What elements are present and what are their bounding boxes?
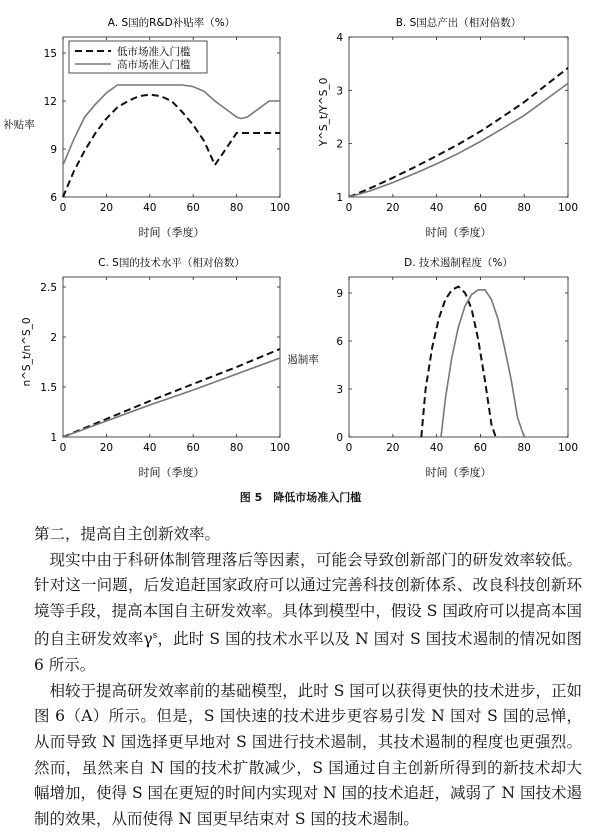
x-axis-label: 时间（季度） xyxy=(138,466,205,479)
paragraph-3: 相较于提高研发效率前的基础模型，此时 S 国可以获得更快的技术进步，正如图 6（A）所示。但是，S 国快速的技术进步更容易引发 N 国对 S 国的忌惮，从而导致 N 国选择更早地对 S 国进行技术遏制，其技术遏制的程度也更强烈。然而，虽然来自 N 国的技术扩散减少，S 国通过自主创新所得到的新技术却大幅增加，使得 S 国在更短的时间内实现对 N 国的技术追赶，减弱了 N 国技术遏制的效果，从而使得 N 国更早结束对 S 国的技术遏制。 xyxy=(34,681,582,828)
y-tick-label: 2 xyxy=(50,332,57,344)
y-tick-label: 4 xyxy=(336,32,343,44)
chart-panel-3 xyxy=(21,256,290,479)
series-line-high-threshold xyxy=(349,83,568,197)
series-line-high-threshold xyxy=(441,290,526,437)
y-tick-label: 9 xyxy=(336,288,343,300)
x-tick-label: 80 xyxy=(229,442,244,454)
chart-panel-4 xyxy=(287,256,578,479)
x-axis-label: 时间（季度） xyxy=(425,226,492,239)
chart-panel-1 xyxy=(3,16,290,239)
body-text xyxy=(34,522,582,832)
chart-panel-2 xyxy=(318,16,578,239)
paragraph-2 xyxy=(34,548,582,679)
y-tick-label: 1.5 xyxy=(40,382,57,394)
x-tick-label: 80 xyxy=(517,442,531,454)
paragraph-2-tail: ，此时 S 国的技术水平以及 N 国对 S 国技术遏制的情况如图 6 所示。 xyxy=(34,630,582,675)
x-tick-label: 20 xyxy=(386,202,400,214)
y-tick-label: 12 xyxy=(43,96,57,108)
y-axis-label: Y^S_t/Y^S_0 xyxy=(318,77,330,147)
y-axis-label: n^S_t/n^S_0 xyxy=(21,317,33,387)
chart-title: C. S国的技术水平（相对倍数） xyxy=(98,257,245,269)
x-tick-label: 60 xyxy=(186,202,200,214)
x-axis-label: 时间（季度） xyxy=(425,466,492,479)
series-line-low-threshold xyxy=(63,349,280,437)
y-tick-label: 6 xyxy=(50,192,57,204)
series-line-low-threshold xyxy=(349,68,568,197)
x-tick-label: 40 xyxy=(143,202,157,214)
x-tick-label: 80 xyxy=(517,202,531,214)
x-tick-label: 100 xyxy=(269,202,291,214)
series-line-low-threshold xyxy=(421,287,495,437)
y-tick-label: 3 xyxy=(336,85,343,98)
legend-label: 低市场准入门槛 xyxy=(117,46,191,58)
plot-frame xyxy=(349,277,568,437)
y-axis-label: 遏制率 xyxy=(287,354,319,366)
series-line-high-threshold xyxy=(63,85,280,165)
x-tick-label: 100 xyxy=(269,442,291,454)
chart-title: D. 技术遏制程度（%） xyxy=(404,257,513,269)
x-tick-label: 60 xyxy=(186,442,200,454)
figure-caption: 图 5 降低市场准入门槛 xyxy=(239,491,362,504)
x-tick-label: 0 xyxy=(345,442,353,454)
legend-label: 高市场准入门槛 xyxy=(117,59,191,71)
y-tick-label: 9 xyxy=(50,144,57,156)
series-line-low-threshold xyxy=(63,95,280,197)
y-axis-label: 补贴率 xyxy=(3,119,35,131)
gamma-symbol: γ xyxy=(143,630,153,649)
chart-title: B. S国总产出（相对倍数） xyxy=(395,17,522,29)
x-tick-label: 0 xyxy=(59,442,67,454)
plot-frame xyxy=(63,277,280,437)
paragraph-heading: 第二，提高自主创新效率。 xyxy=(34,525,221,543)
x-axis-label: 时间（季度） xyxy=(138,226,205,239)
y-tick-label: 0 xyxy=(336,432,343,444)
y-tick-label: 1 xyxy=(336,192,343,204)
x-tick-label: 20 xyxy=(99,202,114,214)
plot-frame xyxy=(349,37,568,197)
gamma-sup: s xyxy=(152,631,158,642)
x-tick-label: 100 xyxy=(557,442,579,454)
y-tick-label: 6 xyxy=(336,336,343,348)
y-tick-label: 3 xyxy=(336,384,343,396)
x-tick-label: 20 xyxy=(99,442,114,454)
x-tick-label: 0 xyxy=(59,202,67,214)
y-tick-label: 1 xyxy=(50,432,57,444)
x-tick-label: 80 xyxy=(229,202,244,214)
x-tick-label: 40 xyxy=(429,442,444,454)
paragraph-2-text: 现实中由于科研体制管理落后等因素，可能会导致创新部门的研发效率较低。针对这一问题，后发追赶国家政府可以通过完善科技创新体系、改良科技创新环境等手段，提高本国自主研发效率。具体到模型中，假设 S 国政府可以提高本国的自主研发效率 xyxy=(34,550,582,649)
series-line-high-threshold xyxy=(63,358,280,437)
x-tick-label: 20 xyxy=(386,442,400,454)
chart-title: A. S国的R&D补贴率（%） xyxy=(107,17,236,29)
x-tick-label: 100 xyxy=(557,202,579,214)
x-tick-label: 40 xyxy=(429,202,444,214)
y-tick-label: 2.5 xyxy=(40,282,57,294)
x-tick-label: 40 xyxy=(143,442,157,454)
x-tick-label: 60 xyxy=(473,202,488,214)
x-tick-label: 0 xyxy=(345,202,353,214)
y-tick-label: 2 xyxy=(336,138,343,151)
y-tick-label: 15 xyxy=(43,48,57,60)
x-tick-label: 60 xyxy=(473,442,488,454)
